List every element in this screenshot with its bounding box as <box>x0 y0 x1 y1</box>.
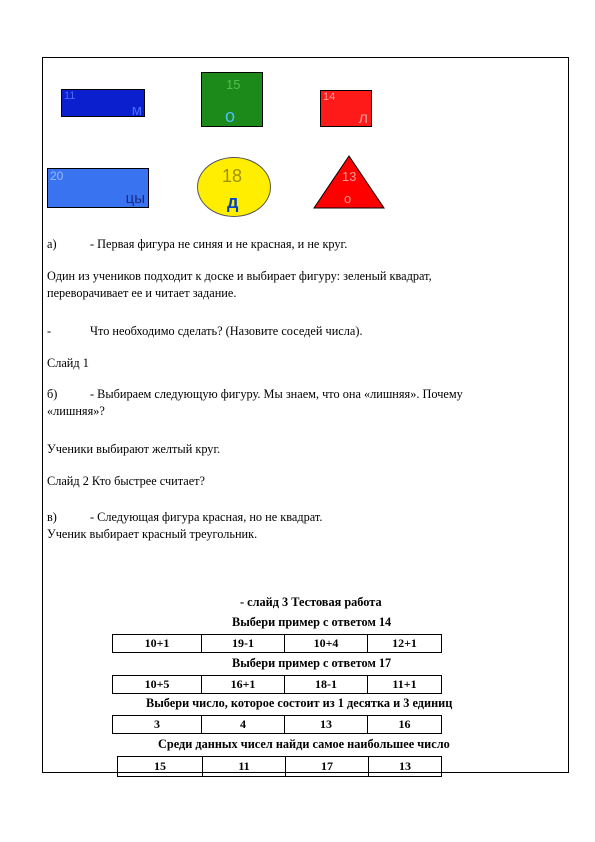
answer-cell[interactable]: 11+1 <box>368 676 442 694</box>
answer-cell[interactable]: 15 <box>118 757 203 777</box>
light-blue-rectangle[interactable] <box>47 168 149 208</box>
paragraph-line: Один из учеников подходит к доске и выбирает фигуру: зеленый квадрат, <box>47 269 432 283</box>
answer-cell[interactable]: 17 <box>286 757 369 777</box>
answer-cell[interactable]: 10+1 <box>113 635 202 653</box>
shape-letter: д <box>227 192 239 212</box>
shape-number: 15 <box>226 77 241 92</box>
item-marker-dash: - <box>47 324 52 338</box>
item-v-text-cont: Ученик выбирает красный треугольник. <box>47 527 258 541</box>
answer-table-3 <box>112 715 442 734</box>
question-3: Выбери число, которое состоит из 1 десятка и 3 единиц <box>146 696 453 710</box>
answer-table-1 <box>112 634 442 653</box>
shape-number: 20 <box>50 169 64 183</box>
paragraph-line: Ученики выбирают желтый круг. <box>47 442 221 456</box>
table-row <box>118 757 442 777</box>
question-2: Выбери пример с ответом 17 <box>232 656 392 670</box>
item-v-text: - Следующая фигура красная, но не квадрат. <box>90 510 323 524</box>
answer-cell[interactable]: 16 <box>368 716 442 734</box>
question-1: Выбери пример с ответом 14 <box>232 615 392 629</box>
answer-cell[interactable]: 18-1 <box>285 676 368 694</box>
answer-cell[interactable]: 10+4 <box>285 635 368 653</box>
item-b-text: - Выбираем следующую фигуру. Мы знаем, что она «лишняя». Почему <box>90 387 463 401</box>
shape-letter: цы <box>125 190 145 207</box>
item-marker-a: а) <box>47 237 57 251</box>
answer-cell[interactable]: 16+1 <box>202 676 285 694</box>
answer-cell[interactable]: 10+5 <box>113 676 202 694</box>
shape-number: 14 <box>323 91 336 103</box>
paragraph-line: переворачивает ее и читает задание. <box>47 286 237 300</box>
shape-letter: м <box>131 102 142 119</box>
item-marker-v: в) <box>47 510 57 524</box>
table-row <box>113 676 442 694</box>
question-4: Среди данных чисел найди самое наибольшее число <box>158 737 450 751</box>
answer-cell[interactable]: 11 <box>203 757 286 777</box>
slide-2-label: Слайд 2 Кто быстрее считает? <box>47 474 205 488</box>
item-marker-b: б) <box>47 387 58 401</box>
answer-cell[interactable]: 3 <box>113 716 202 734</box>
shape-letter: о <box>344 191 352 206</box>
answer-table-4 <box>117 756 442 777</box>
item-dash-text: Что необходимо сделать? (Назовите соседей числа). <box>90 324 363 338</box>
shape-number: 11 <box>64 90 76 102</box>
yellow-circle[interactable] <box>197 157 271 217</box>
item-b-text-cont: «лишняя»? <box>47 404 105 418</box>
shape-letter: о <box>225 106 236 126</box>
table-row <box>113 635 442 653</box>
answer-cell[interactable]: 19-1 <box>202 635 285 653</box>
item-a-text: - Первая фигура не синяя и не красная, и не круг. <box>90 237 348 251</box>
blue-rectangle[interactable] <box>61 89 145 117</box>
test-heading: - слайд 3 Тестовая работа <box>240 595 382 609</box>
table-row <box>113 716 442 734</box>
red-triangle[interactable] <box>313 155 385 209</box>
shape-letter: л <box>358 110 368 127</box>
shape-number: 13 <box>342 169 357 184</box>
answer-cell[interactable]: 13 <box>369 757 442 777</box>
slide-1-label: Слайд 1 <box>47 356 89 370</box>
answer-cell[interactable]: 13 <box>285 716 368 734</box>
green-square[interactable] <box>201 72 263 127</box>
answer-cell[interactable]: 12+1 <box>368 635 442 653</box>
shape-number: 18 <box>222 166 243 186</box>
answer-table-2 <box>112 675 442 694</box>
red-rectangle[interactable] <box>320 90 372 127</box>
answer-cell[interactable]: 4 <box>202 716 285 734</box>
